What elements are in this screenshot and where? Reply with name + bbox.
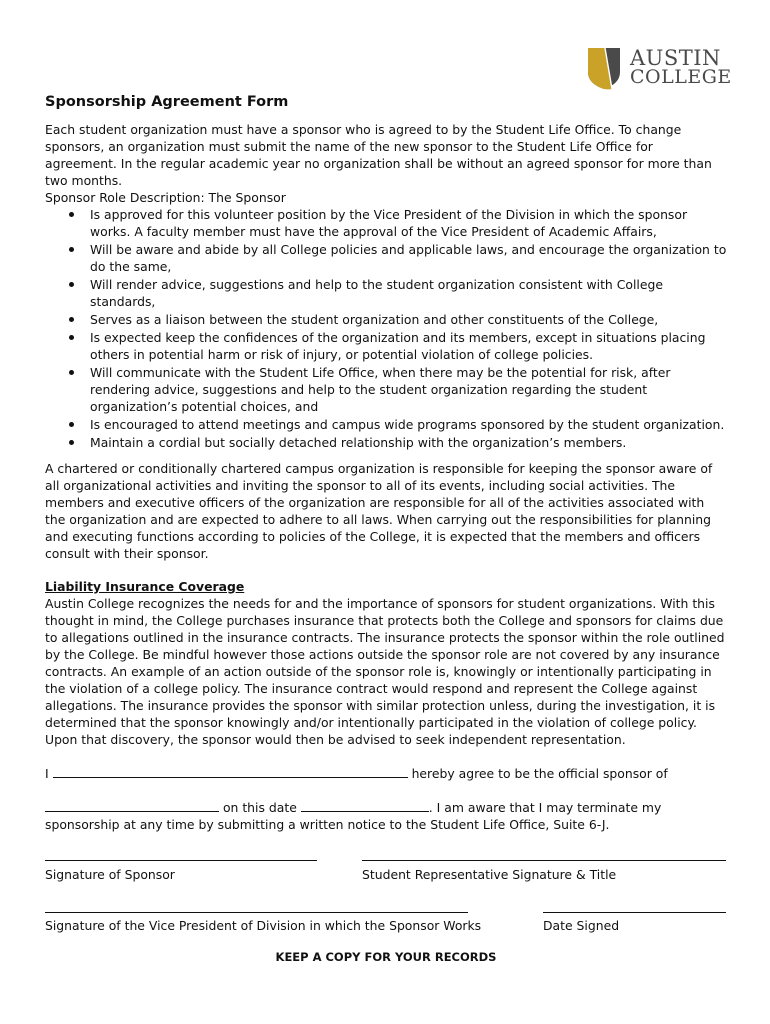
agreement-line-1 [45,765,727,782]
role-heading: Sponsor Role Description: The Sponsor [45,190,286,205]
role-bullet-item: Serves as a liaison between the student organization and other constituents of the College, [45,311,727,328]
page-title: Sponsorship Agreement Form [45,94,289,110]
sponsor-signature-label: Signature of Sponsor [45,867,175,882]
role-bullet-item: Will render advice, suggestions and help to the student organization consistent with College standards, [45,276,727,310]
vp-signature-line[interactable] [45,912,468,913]
role-bullet-item: Maintain a cordial but socially detached relationship with the organization’s members. [45,434,727,451]
logo-line-college: COLLEGE [630,66,732,88]
sponsor-signature-line[interactable] [45,860,317,861]
role-bullet-item: Is encouraged to attend meetings and campus wide programs sponsored by the student organization. [45,416,727,433]
organization-name-field[interactable] [45,799,219,812]
role-bullet-list [45,206,727,452]
role-bullet-item: Is approved for this volunteer position by the Vice President of the Division in which the sponsor works. A faculty member must have the approval of the Vice President of Academic Affairs, [45,206,727,240]
student-rep-signature-line[interactable] [362,860,726,861]
role-bullet-item: Is expected keep the confidences of the organization and its members, except in situations placing others in potential harm or risk of injury, or potential violation of college policies. [45,329,727,363]
on-this-date-text: on this date [222,800,297,815]
footer-note: KEEP A COPY FOR YOUR RECORDS [275,950,497,964]
agreement-prefix: I [45,766,49,781]
responsibility-paragraph: A chartered or conditionally chartered campus organization is responsible for keeping the sponsor aware of all organizational activities and inviting the sponsor to all of its events, including social activities. The members and executive officers of the organization are responsible for all of the activities associated with the organization and are expected to adhere to all laws. When carrying out the responsibilities for planning and executing functions according to policies of the College, it is expected that the members and officers consult with their sponsor. [45,461,713,561]
student-rep-signature-label: Student Representative Signature & Title [362,867,617,882]
austin-college-logo [585,46,735,90]
agreement-aware-text: . I am aware that I may terminate my [428,800,662,815]
logo-line-austin: AUSTIN [630,46,721,70]
liability-paragraph: Austin College recognizes the needs for and the importance of sponsors for student organizations. With this thought in mind, the College purchases insurance that protects both the College and sponsors for claims due to allegations outlined in the insurance contracts. The insurance protects the sponsor within the role outlined by the College. Be mindful however those actions outside the sponsor role are not covered by any insurance contracts. An example of an action outside of the sponsor role is, knowingly or intentionally participating in the violation of a college policy. The insurance contract would respond and represent the College against allegations. The insurance provides the sponsor with similar protection unless, during the investigation, it is determined that the sponsor knowingly and/or intentionally participated in the violation of college policy. Upon that discovery, the sponsor would then be advised to seek independent representation. [45,596,725,747]
intro-paragraph: Each student organization must have a sponsor who is agreed to by the Student Life Office. To change sponsors, an organization must submit the name of the new sponsor to the Student Life Office for agreement. In the regular academic year no organization shall be without an agreed sponsor for more than two months. [45,122,712,188]
agreement-line-2 [45,799,727,816]
vp-signature-label: Signature of the Vice President of Division in which the Sponsor Works [45,918,482,933]
liability-heading: Liability Insurance Coverage [45,579,245,594]
date-signed-line[interactable] [543,912,726,913]
shield-logo-icon [585,46,623,90]
agreement-middle-text: hereby agree to be the official sponsor of [411,766,668,781]
date-signed-label: Date Signed [543,918,620,933]
agreement-line-3: sponsorship at any time by submitting a written notice to the Student Life Office, Suite 6-J. [45,817,610,832]
sponsor-name-field[interactable] [53,765,408,778]
role-bullet-item: Will be aware and abide by all College policies and applicable laws, and encourage the organization to do the same, [45,241,727,275]
agreement-date-field[interactable] [301,799,429,812]
role-bullet-item: Will communicate with the Student Life Office, when there may be the potential for risk, after rendering advice, suggestions and help to the student organization regarding the student organization’s potential choices, and [45,364,727,415]
